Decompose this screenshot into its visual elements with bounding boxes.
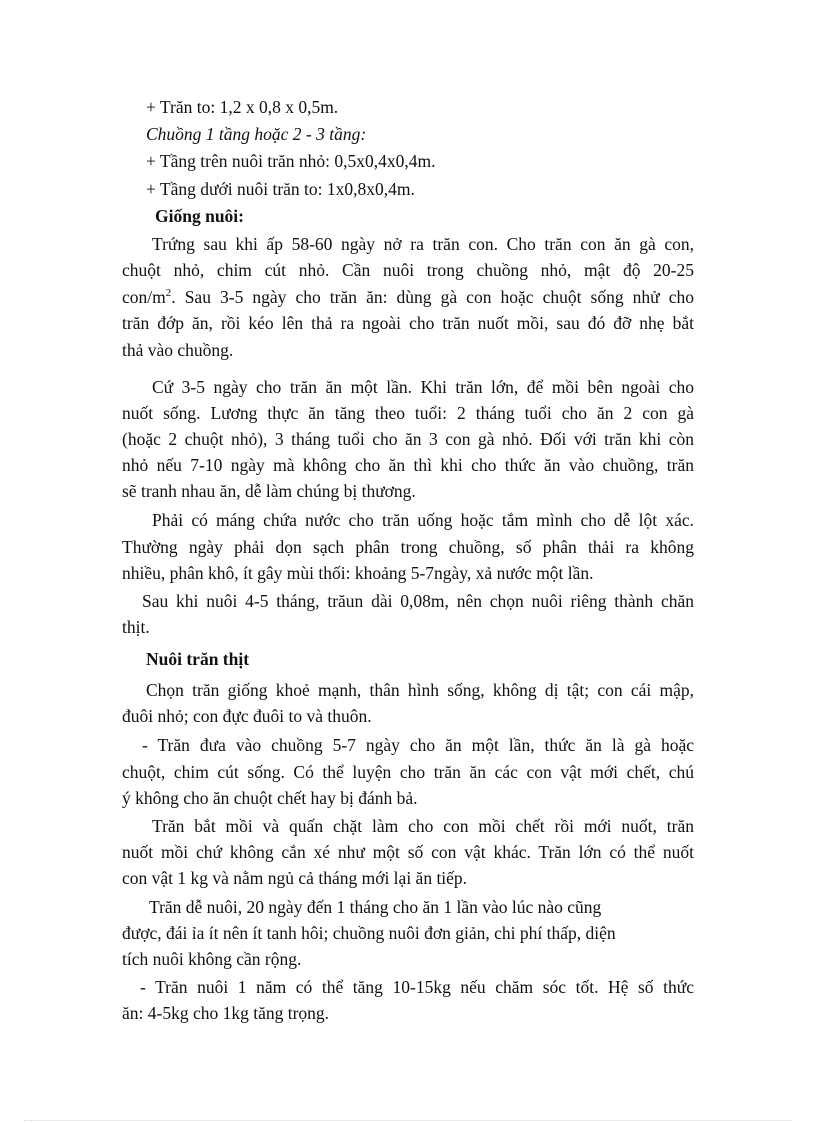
text-line: Chọn trăn giống khoẻ mạnh, thân hình sống, không dị tật; con cái mập, (146, 680, 694, 700)
text-line: ý không cho ăn chuột chết hay bị đánh bả. (122, 788, 418, 808)
text-line: thả vào chuồng. (122, 340, 234, 360)
text-line: Cứ 3-5 ngày cho trăn ăn một lần. Khi trăn lớn, để mồi bên ngoài cho (152, 377, 694, 397)
text-line: tích nuôi không cần rộng. (122, 949, 302, 969)
text-line: đuôi nhỏ; con đực đuôi to và thuôn. (122, 706, 372, 726)
text-line: ăn: 4-5kg cho 1kg tăng trọng. (122, 1003, 330, 1023)
text-line: Thường ngày phải dọn sạch phân trong chuồng, số phân thải ra không (122, 537, 694, 557)
text-line: - Trăn nuôi 1 năm có thể tăng 10-15kg nếu chăm sóc tốt. Hệ số thức (140, 977, 694, 997)
text-line: Trăn dễ nuôi, 20 ngày đến 1 tháng cho ăn 1 lần vào lúc nào cũng (149, 897, 602, 917)
text-line: (hoặc 2 chuột nhỏ), 3 tháng tuổi cho ăn 3 con gà nhỏ. Đối với trăn khi còn (122, 429, 694, 449)
text-line: trăn đớp ăn, rồi kéo lên thả ra ngoài cho trăn nuốt mồi, sau đó đỡ nhẹ bắt (122, 313, 694, 333)
superscript: 2 (165, 287, 172, 300)
text-line (122, 284, 694, 311)
text-line: Sau khi nuôi 4-5 tháng, trăun dài 0,08m, nên chọn nuôi riêng thành chăn (142, 591, 694, 611)
text-line: + Trăn to: 1,2 x 0,8 x 0,5m. (146, 97, 339, 117)
text-line: chuột nhỏ, chim cút nhỏ. Cần nuôi trong chuồng nhỏ, mật độ 20-25 (122, 260, 694, 280)
text-line: nhiều, phân khô, ít gây mùi thối: khoảng 5-7ngày, xả nước một lần. (122, 563, 594, 583)
section-heading: Nuôi trăn thịt (146, 649, 250, 669)
text-line: chuột, chim cút sống. Có thể luyện cho trăn ăn các con vật mới chết, chú (122, 762, 694, 782)
text-line: - Trăn đưa vào chuồng 5-7 ngày cho ăn một lần, thức ăn là gà hoặc (142, 735, 694, 755)
text-line: + Tầng trên nuôi trăn nhỏ: 0,5x0,4x0,4m. (146, 151, 436, 171)
text-line: Chuồng 1 tầng hoặc 2 - 3 tầng: (146, 124, 367, 144)
page-bottom-border (24, 1120, 792, 1121)
text-line: nuốt mồi chứ không cắn xé như một số con vật khác. Trăn lớn có thể nuốt (122, 842, 694, 862)
text-line: con vật 1 kg và nằm ngủ cả tháng mới lại ăn tiếp. (122, 868, 468, 888)
text-fragment: . Sau 3-5 ngày cho trăn ăn: dùng gà con hoặc chuột sống nhử cho (171, 287, 694, 307)
text-line: thịt. (122, 617, 150, 637)
text-line: sẽ tranh nhau ăn, dễ làm chúng bị thương. (122, 481, 416, 501)
section-heading: Giống nuôi: (155, 206, 244, 226)
text-line: Phải có máng chứa nước cho trăn uống hoặc tắm mình cho dễ lột xác. (152, 510, 694, 530)
text-line: nhỏ nếu 7-10 ngày mà không cho ăn thì khi cho thức ăn vào chuồng, trăn (122, 455, 694, 475)
text-line: nuốt sống. Lương thực ăn tăng theo tuổi: 2 tháng tuổi cho ăn 2 con gà (122, 403, 694, 423)
text-line: + Tầng dưới nuôi trăn to: 1x0,8x0,4m. (146, 179, 415, 199)
text-line: được, đái ỉa ít nên ít tanh hôi; chuồng nuôi đơn giản, chi phí thấp, diện (122, 923, 616, 943)
text-fragment: con/m (122, 287, 166, 307)
text-line: Trứng sau khi ấp 58-60 ngày nở ra trăn con. Cho trăn con ăn gà con, (152, 234, 694, 254)
text-line: Trăn bắt mồi và quấn chặt làm cho con mồi chết rồi mới nuốt, trăn (152, 816, 694, 836)
